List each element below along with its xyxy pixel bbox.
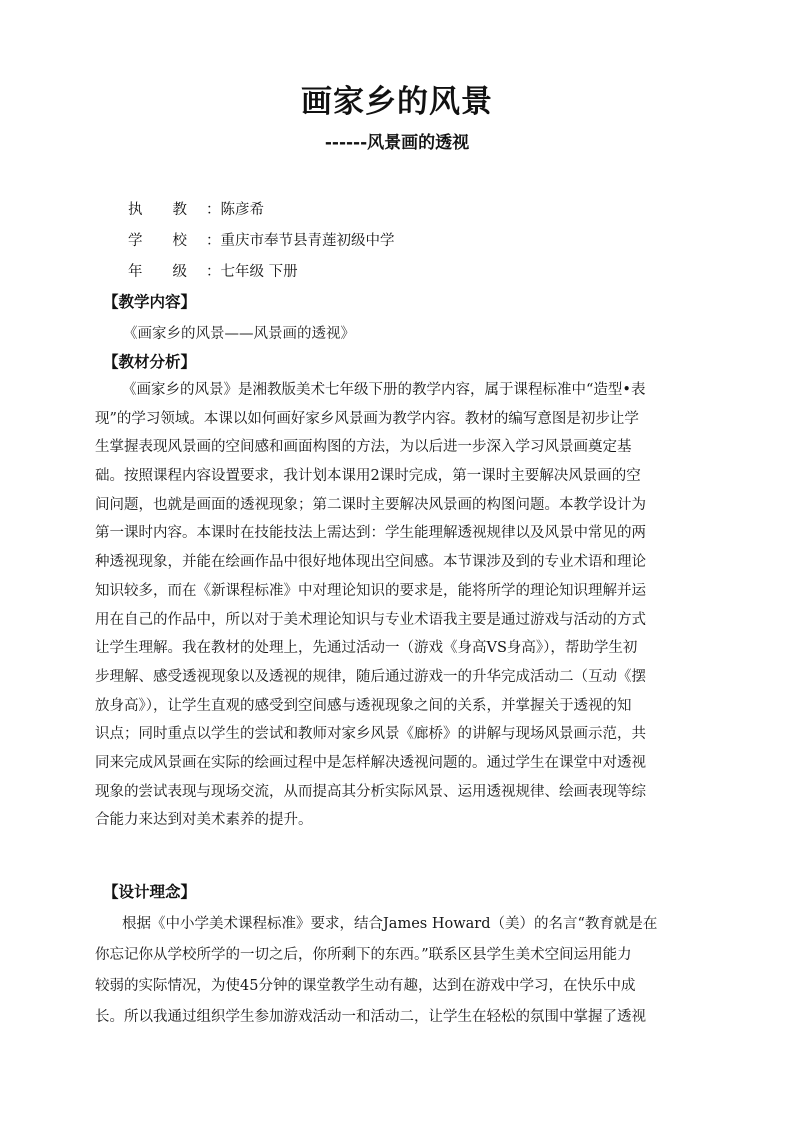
- paragraph-line: 识点；同时重点以学生的尝试和教师对家乡风景《廊桥》的讲解与现场风景画示范，共: [95, 726, 646, 743]
- design-concept-paragraph: [95, 909, 720, 1033]
- info-value: ：七年级 下册: [206, 264, 298, 280]
- info-label-char: 校: [172, 233, 187, 249]
- paragraph-line: 现象的尝试表现与现场交流，从而提高其分析实际风景、运用透视规律、绘画表现等综: [95, 783, 646, 800]
- info-value: ：重庆市奉节县青莲初级中学: [206, 233, 395, 249]
- paragraph-line: 根据《中小学美术课程标准》要求，结合James Howard（美）的名言“教育就是在: [122, 916, 658, 932]
- info-label-char: 教: [172, 202, 187, 218]
- heading-design-concept: 【设计理念】: [103, 883, 197, 901]
- material-analysis-paragraph: [95, 376, 720, 835]
- teaching-content-text: 《画家乡的风景——风景画的透视》: [123, 326, 355, 342]
- heading-material-analysis: 【教材分析】: [103, 353, 197, 371]
- paragraph-line: 你忘记你从学校所学的一切之后，你所剩下的东西。”联系区县学生美术空间运用能力: [95, 947, 632, 963]
- paragraph-line: 间问题，也就是画面的透视现象；第二课时主要解决风景画的构图问题。本教学设计为: [95, 496, 646, 513]
- paragraph-line: 第一课时内容。本课时在技能技法上需达到：学生能理解透视规律以及风景中常见的两: [95, 525, 646, 542]
- paragraph-line: 同来完成风景画在实际的绘画过程中是怎样解决透视问题的。通过学生在课堂中对透视: [95, 754, 646, 771]
- info-value: ：陈彦希: [206, 202, 264, 218]
- paragraph-line: 用在自己的作品中，所以对于美术理论知识与专业术语我主要是通过游戏与活动的方式: [95, 611, 646, 628]
- info-label-char: 级: [172, 264, 187, 280]
- info-teacher: [128, 198, 264, 219]
- info-label-char: 执: [128, 202, 143, 218]
- info-label-char: 学: [128, 233, 143, 249]
- paragraph-line: 放身高》），让学生直观的感受到空间感与透视现象之间的关系，并掌握关于透视的知: [95, 697, 632, 714]
- paragraph-line: 步理解、感受透视现象以及透视的规律，随后通过游戏一的升华完成活动二（互动《摆: [95, 668, 646, 685]
- paragraph-line: 较弱的实际情况，为使45分钟的课堂教学生动有趣，达到在游戏中学习，在快乐中成: [95, 978, 636, 994]
- paragraph-line: 现”的学习领域。本课以如何画好家乡风景画为教学内容。教材的编写意图是初步让学: [95, 410, 639, 427]
- document-title: 画家乡的风景: [301, 84, 493, 120]
- paragraph-line: 《画家乡的风景》是湘教版美术七年级下册的教学内容，属于课程标准中“造型•表: [122, 382, 646, 398]
- info-grade: [128, 260, 298, 281]
- paragraph-line: 让学生理解。我在教材的处理上，先通过活动一（游戏《身高VS身高》），帮助学生初: [95, 640, 638, 657]
- info-label-char: 年: [128, 264, 143, 280]
- info-school: [128, 229, 395, 250]
- paragraph-line: 长。所以我通过组织学生参加游戏活动一和活动二，让学生在轻松的氛围中掌握了透视: [95, 1009, 646, 1025]
- paragraph-line: 种透视现象，并能在绘画作品中很好地体现出空间感。本节课涉及到的专业术语和理论: [95, 554, 646, 571]
- document-subtitle: ------风景画的透视: [324, 133, 470, 153]
- paragraph-line: 合能力来达到对美术素养的提升。: [95, 812, 313, 829]
- paragraph-line: 础。按照课程内容设置要求，我计划本课用2课时完成，第一课时主要解决风景画的空: [95, 468, 641, 485]
- paragraph-line: 知识较多，而在《新课程标准》中对理论知识的要求是，能将所学的理论知识理解并运: [95, 582, 646, 599]
- paragraph-line: 生掌握表现风景画的空间感和画面构图的方法，为以后进一步深入学习风景画奠定基: [95, 439, 632, 456]
- heading-teaching-content: 【教学内容】: [103, 293, 197, 311]
